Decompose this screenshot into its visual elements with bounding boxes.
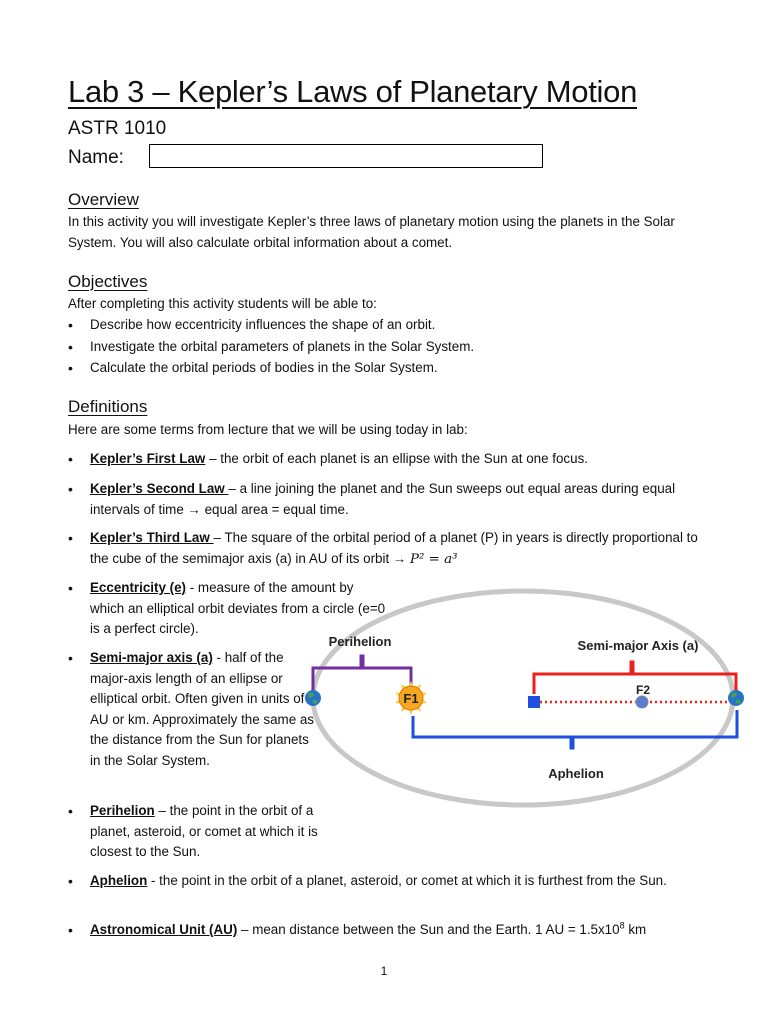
sun-icon — [395, 681, 427, 715]
planet-perihelion-icon — [305, 690, 321, 706]
overview-text: In this activity you will investigate Kepler’s three laws of planetary motion using the planets in the Solar System. You will also calculate orbital information about a comet. — [68, 214, 675, 250]
name-field[interactable] — [149, 144, 543, 168]
orbit-diagram — [300, 578, 760, 818]
definition-term: Perihelion — [90, 803, 155, 818]
f2-label: F2 — [635, 683, 651, 697]
definition-eccentricity: • Eccentricity (e) - measure of the amount by which an elliptical orbit deviates from a circle (e=0 is a perfect circle). — [68, 580, 386, 636]
list-item: • Investigate the orbital parameters of planets in the Solar System. — [90, 337, 474, 358]
page-title: Lab 3 – Kepler’s Laws of Planetary Motion — [68, 74, 638, 109]
definitions-intro: Here are some terms from lecture that we will be using today in lab: — [68, 422, 468, 437]
definition-second-law: • Kepler’s Second Law – a line joining the planet and the Sun sweeps out equal areas during equal intervals of time → equal area = equal time. — [68, 481, 676, 517]
definition-au: • Astronomical Unit (AU) – mean distance between the Sun and the Earth. 1 AU = $1.5x10^8$ km — [68, 920, 647, 938]
objectives-intro: After completing this activity students will be able to: — [68, 296, 377, 311]
aphelion-label: Aphelion — [548, 766, 604, 781]
definition-third-law: • Kepler’s Third Law – The square of the orbital period of a planet (P) in years is directly proportional to the cube of the semimajor axis (a) in AU of its orbit → P² = a³ — [68, 530, 698, 567]
definition-aphelion: • Aphelion - the point in the orbit of a planet, asteroid, or comet at which it is furthest from the Sun. — [68, 873, 667, 889]
definition-term: Kepler’s First Law — [90, 451, 206, 466]
planet-aphelion-icon — [728, 690, 744, 706]
semimajor-label: Semi-major Axis (a) — [577, 638, 699, 653]
definition-term: Kepler’s Third Law — [90, 530, 214, 545]
orbit-ellipse — [313, 591, 733, 805]
definition-term: Astronomical Unit (AU) — [90, 922, 238, 937]
second-focus — [636, 696, 648, 708]
overview-heading: Overview — [68, 190, 139, 209]
definition-first-law: • Kepler’s First Law – the orbit of each planet is an ellipse with the Sun at one focus. — [68, 451, 588, 467]
arrow-icon: → — [392, 550, 407, 566]
perihelion-label: Perihelion — [328, 634, 392, 649]
definition-term: Kepler’s Second Law — [90, 481, 229, 496]
list-item: • Describe how eccentricity influences the shape of an orbit. — [90, 315, 435, 336]
definition-term: Eccentricity (e) — [90, 580, 187, 595]
center-marker — [528, 696, 540, 708]
arrow-icon: → — [187, 501, 201, 517]
objectives-heading: Objectives — [68, 272, 148, 291]
aphelion-bracket — [413, 710, 737, 748]
definition-term: Aphelion — [90, 873, 148, 888]
definition-perihelion: • Perihelion – the point in the orbit of a planet, asteroid, or comet at which it is closest to the Sun. — [68, 803, 318, 859]
name-label: Name: — [68, 147, 124, 168]
definitions-heading: Definitions — [68, 397, 148, 416]
page-number: 1 — [380, 964, 388, 978]
kepler-third-law-formula: P² = a³ — [410, 551, 458, 567]
f1-label: F1 — [403, 691, 419, 706]
list-item: • Calculate the orbital periods of bodies in the Solar System. — [90, 358, 438, 379]
definition-term: Semi-major axis (a) — [90, 650, 213, 665]
definition-semimajor-axis: • Semi-major axis (a) - half of the major-axis length of an ellipse or elliptical orbit. Often given in units of AU or km. Approximately the same as the distance from the Sun for planets in the Solar System. — [68, 650, 315, 768]
course-code: ASTR 1010 — [68, 118, 167, 139]
